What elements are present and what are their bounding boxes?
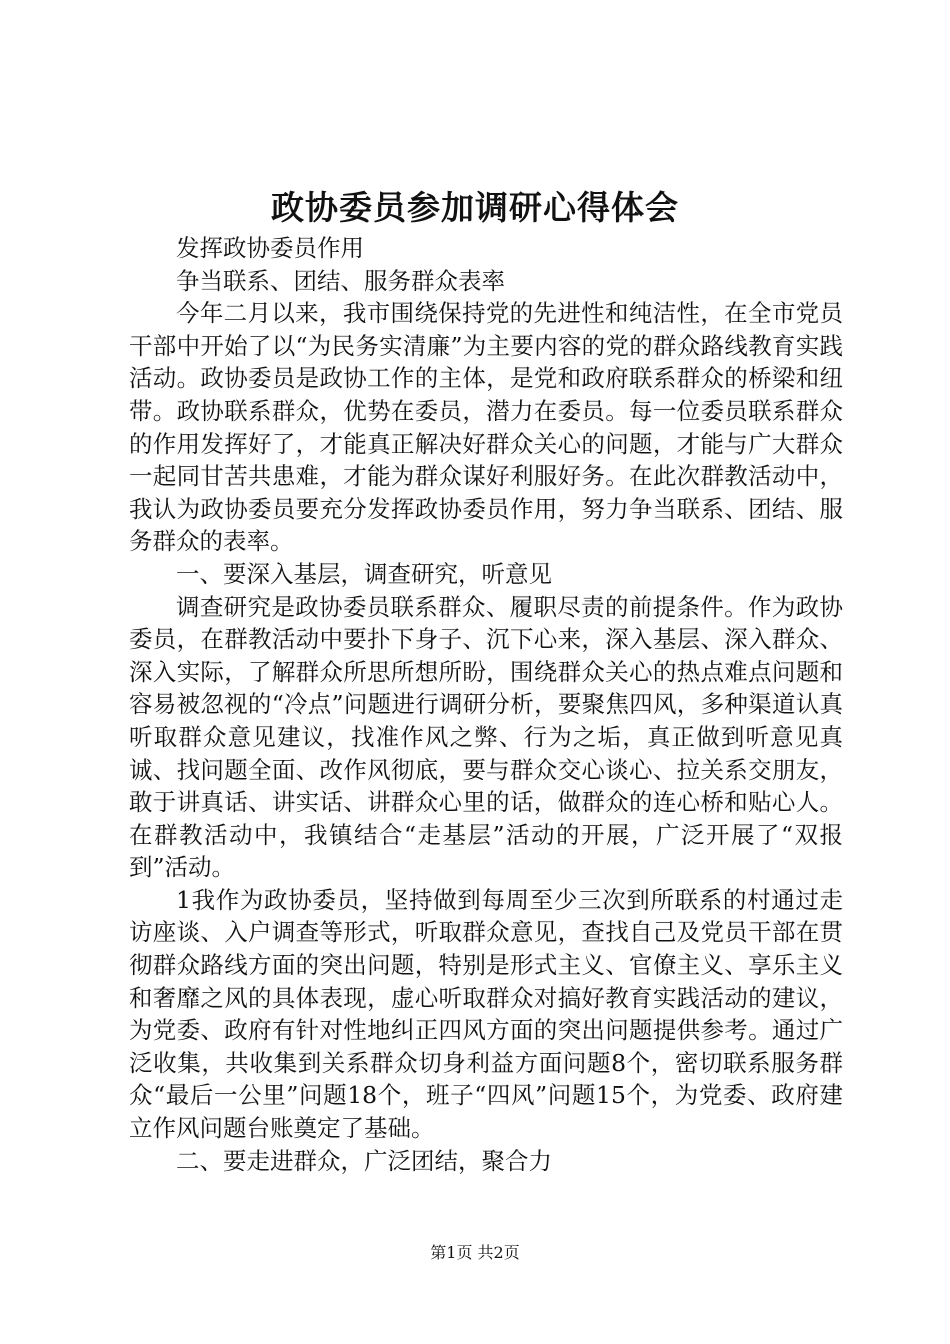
document-body	[129, 232, 843, 1177]
subtitle-line-1: 发挥政协委员作用	[176, 234, 364, 262]
section-heading-1: 一、要深入基层，调查研究，听意见	[176, 559, 552, 588]
body-paragraph-practice: 1我作为政协委员，坚持做到每周至少三次到所联系的村通过走访座谈、入户调查等形式，听取群众意见，查找自己及党员干部在贯彻群众路线方面的突出问题，特别是形式主义、官僚主义、享乐主义和奢靡之风的具体表现，虚心听取群众对搞好教育实践活动的建议，为党委、政府有针对性地纠正四风方面的突出问题提供参考。通过广泛收集，共收集到关系群众切身利益方面问题8个，密切联系服务群众“最后一公里”问题18个，班子“四风”问题15个，为党委、政府建立作风问题台账奠定了基础。	[129, 885, 843, 1143]
subtitle-line-2: 争当联系、团结、服务群众表率	[176, 266, 505, 295]
body-paragraph-intro: 今年二月以来，我市围绕保持党的先进性和纯洁性，在全市党员干部中开始了以“为民务实清廉”为主要内容的党的群众路线教育实践活动。政协委员是政协工作的主体，是党和政府联系群众的桥梁和纽带。政协联系群众，优势在委员，潜力在委员。每一位委员联系群众的作用发挥好了，才能真正解决好群众关心的问题，才能与广大群众一起同甘苦共患难，才能为群众谋好利服好务。在此次群教活动中，我认为政协委员要充分发挥政协委员作用，努力争当联系、团结、服务群众的表率。	[129, 299, 843, 556]
body-paragraph-research: 调查研究是政协委员联系群众、履职尽责的前提条件。作为政协委员，在群教活动中要扑下身子、沉下心来，深入基层、深入群众、深入实际，了解群众所思所想所盼，围绕群众关心的热点难点问题和容易被忽视的“冷点”问题进行调研分析，要聚焦四风，多种渠道认真听取群众意见建议，找准作风之弊、行为之垢，真正做到听意见真诚、找问题全面、改作风彻底，要与群众交心谈心、拉关系交朋友，敢于讲真话、讲实话、讲群众心里的话，做群众的连心桥和贴心人。在群教活动中，我镇结合“走基层”活动的开展，广泛开展了“双报到”活动。	[129, 592, 843, 882]
document-title: 政协委员参加调研心得体会	[271, 188, 679, 227]
page-number-footer: 第1页 共2页	[430, 1243, 520, 1262]
section-heading-2: 二、要走进群众，广泛团结，聚合力	[176, 1146, 552, 1175]
